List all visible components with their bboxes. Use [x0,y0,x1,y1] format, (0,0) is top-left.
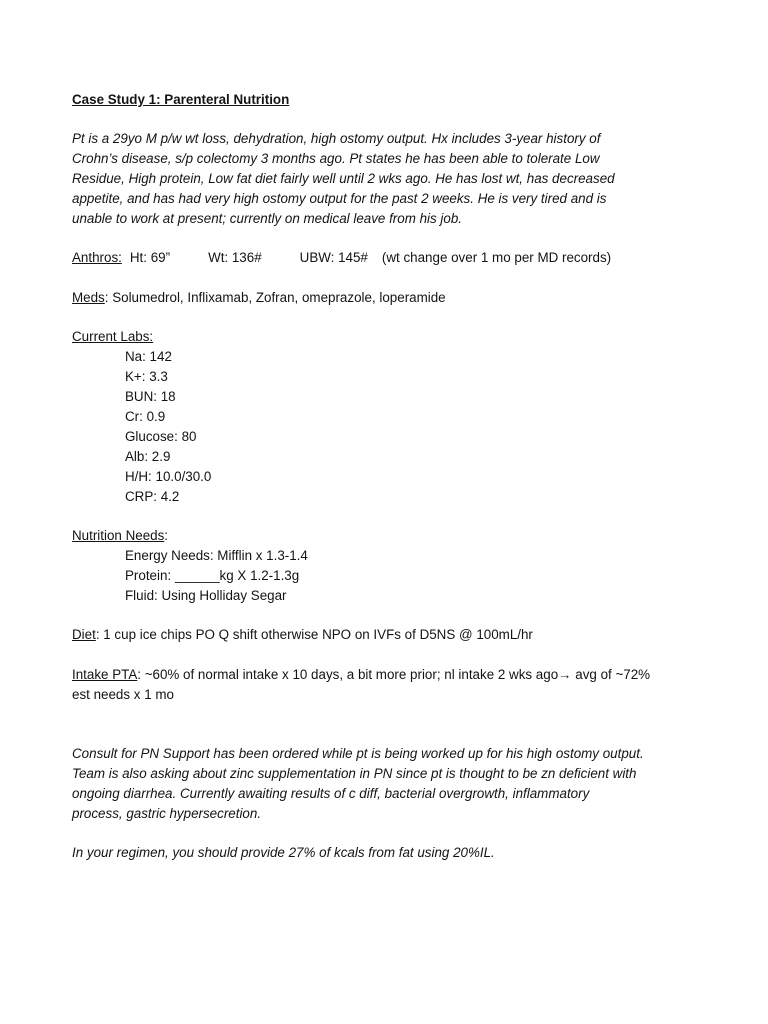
case-study-title: Case Study 1: Parenteral Nutrition [72,92,290,107]
intake-line [72,665,650,685]
lab-item-hh: H/H: 10.0/30.0 [125,469,212,484]
intro-line-5: unable to work at present; currently on medical leave from his job. [72,211,463,226]
diet-line [72,625,533,645]
anthros-note: (wt change over 1 mo per MD records) [381,250,612,265]
lab-item-bun: BUN: 18 [125,389,176,404]
consult-line-1: Consult for PN Support has been ordered while pt is being worked up for his high ostomy output. [72,746,644,761]
intake-line-2: est needs x 1 mo [72,687,174,702]
anthros-height: Ht: 69” [129,250,171,265]
right-arrow-icon: → [558,667,572,682]
diet-value: : 1 cup ice chips PO Q shift otherwise NPO on IVFs of D5NS @ 100mL/hr [95,627,533,642]
nutrition-needs-heading [72,526,168,546]
lab-item-alb: Alb: 2.9 [125,449,171,464]
intro-line-3: Residue, High protein, Low fat diet fairly well until 2 wks ago. He has lost wt, has decreased [72,171,615,186]
intake-value-end: avg of ~72% [571,667,651,682]
energy-needs-line: Energy Needs: Mifflin x 1.3-1.4 [125,548,308,563]
lab-item-glucose: Glucose: 80 [125,429,197,444]
current-labs-label: Current Labs: [72,329,154,344]
meds-value: : Solumedrol, Inflixamab, Zofran, omeprazole, loperamide [104,290,446,305]
intro-line-2: Crohn’s disease, s/p colectomy 3 months ago. Pt states he has been able to tolerate Low [72,151,600,166]
lab-item-k: K+: 3.3 [125,369,168,384]
nutrition-needs-label: Nutrition Needs [72,528,165,543]
anthros-label: Anthros: [72,250,122,265]
intro-line-4: appetite, and has had very high ostomy output for the past 2 weeks. He is very tired and is [72,191,607,206]
consult-line-3: ongoing diarrhea. Currently awaiting results of c diff, bacterial overgrowth, inflammatory [72,786,590,801]
consult-line-4: process, gastric hypersecretion. [72,806,262,821]
meds-label: Meds [72,290,105,305]
protein-needs-line: Protein: ______kg X 1.2-1.3g [125,568,300,583]
intake-value: : ~60% of normal intake x 10 days, a bit more prior; nl intake 2 wks ago [137,667,559,682]
fluid-needs-line: Fluid: Using Holliday Segar [125,588,287,603]
consult-line-2: Team is also asking about zinc supplementation in PN since pt is thought to be zn deficient with [72,766,637,781]
meds-line [72,288,446,308]
lab-item-na: Na: 142 [125,349,172,364]
anthros-line [72,248,611,268]
anthros-ubw: UBW: 145# [299,250,368,265]
lab-item-cr: Cr: 0.9 [125,409,166,424]
lab-item-crp: CRP: 4.2 [125,489,180,504]
intro-line-1: Pt is a 29yo M p/w wt loss, dehydration, high ostomy output. Hx includes 3-year history of [72,131,601,146]
regimen-instruction: In your regimen, you should provide 27% of kcals from fat using 20%IL. [72,845,495,860]
diet-label: Diet [72,627,96,642]
intake-label: Intake PTA [72,667,138,682]
anthros-weight: Wt: 136# [208,250,262,265]
nutrition-needs-colon: : [164,528,169,543]
